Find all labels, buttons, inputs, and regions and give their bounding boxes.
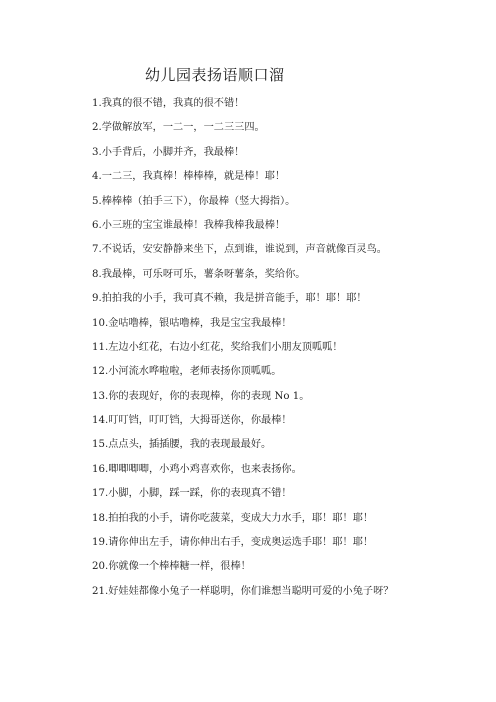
- slogan-item: 9.拍拍我的小手，我可真不赖，我是拼音能手，耶！耶！耶！: [92, 293, 367, 305]
- slogan-list: [92, 96, 492, 608]
- slogan-item: 12.小河流水哗啦啦，老师表扬你顶呱呱。: [92, 366, 282, 378]
- slogan-item: 5.棒棒棒（拍手三下），你最棒（竖大拇指）。: [92, 195, 296, 207]
- slogan-item: 4.一二三，我真棒！棒棒棒，就是棒！耶！: [92, 171, 286, 183]
- slogan-item: 20.你就像一个棒棒糖一样，很棒！: [92, 561, 251, 573]
- slogan-item: 6.小三班的宝宝谁最棒！我棒我棒我最棒！: [92, 219, 286, 231]
- slogan-item: 19.请你伸出左手，请你伸出右手，变成奥运选手耶！耶！耶！: [92, 537, 374, 549]
- slogan-item: 17.小脚，小脚，踩一踩，你的表现真不错！: [92, 488, 292, 500]
- slogan-item: 18.拍拍我的小手，请你吃菠菜，变成大力水手，耶！耶！耶！: [92, 512, 374, 524]
- slogan-item: 8.我最棒，可乐呀可乐，薯条呀薯条，奖给你。: [92, 268, 306, 280]
- slogan-item: 21.好娃娃都像小兔子一样聪明，你们谁想当聪明可爱的小兔子呀？: [92, 585, 394, 597]
- slogan-item: 11.左边小红花，右边小红花，奖给我们小朋友顶呱呱！: [92, 341, 343, 353]
- slogan-item: 16.唧唧唧唧，小鸡小鸡喜欢你，也来表扬你。: [92, 463, 302, 475]
- slogan-item: 10.金咕噜棒，银咕噜棒，我是宝宝我最棒！: [92, 317, 292, 329]
- slogan-item: 13.你的表现好，你的表现棒，你的表现 No 1。: [92, 390, 310, 402]
- slogan-item: 3.小手背后，小脚并齐，我最棒！: [92, 146, 245, 158]
- document-title: 幼儿园表扬语顺口溜: [145, 66, 285, 84]
- slogan-item: 15.点点头，插插腰，我的表现最最好。: [92, 439, 272, 451]
- slogan-item: 7.不说话，安安静静来坐下，点到谁，谁说到，声音就像百灵鸟。: [92, 244, 387, 256]
- slogan-item: 2.学做解放军，一二一，一二三三四。: [92, 122, 265, 134]
- slogan-item: 1.我真的很不错，我真的很不错！: [92, 98, 245, 109]
- slogan-item: 14.叮叮铛，叮叮铛，大拇哥送你，你最棒！: [92, 415, 292, 427]
